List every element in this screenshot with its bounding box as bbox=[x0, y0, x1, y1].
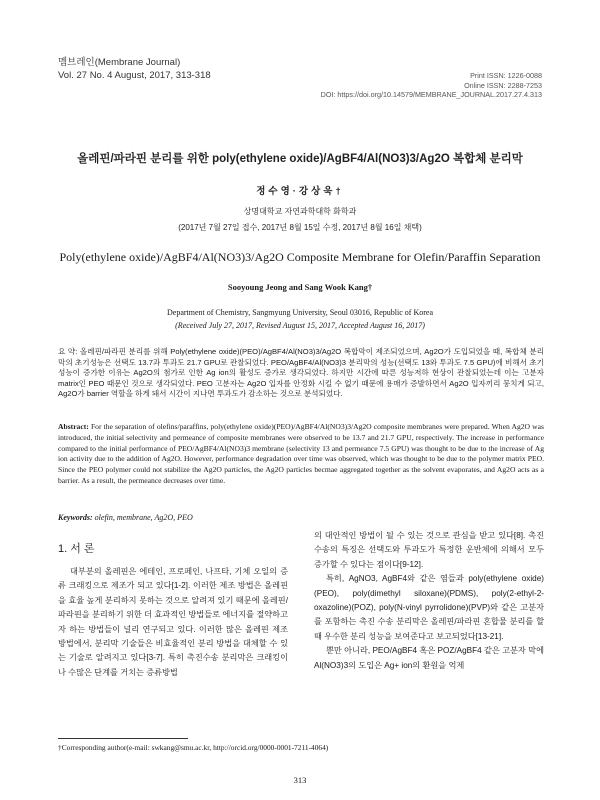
online-issn: Online ISSN: 2288-7253 bbox=[464, 80, 542, 90]
journal-issue: Vol. 27 No. 4 August, 2017, 313-318 bbox=[58, 70, 211, 81]
keywords-value: olefin, membrane, Ag2O, PEO bbox=[94, 513, 193, 522]
paragraph: 뿐만 아니라, PEO/AgBF4 혹은 POZ/AgBF4 같은 고분자 막에 Al(NO3)3의 도입은 Ag+ ion의 환원을 억제 bbox=[314, 646, 544, 670]
body-left-column bbox=[58, 565, 288, 680]
doi-link[interactable]: DOI: https://doi.org/10.14579/MEMBRANE_JOURNAL.2017.27.4.313 bbox=[320, 90, 542, 99]
body-right-column bbox=[314, 529, 544, 673]
abstract-text: For the separation of olefins/paraffins, poly(ethylene oxide)(PEO)/AgBF4/Al(NO3)3/Ag2O composite membranes were prepared. When Ag2O was introduced, the initial selectivity and permeance of composite membranes were observed to be 13.7 and 21.7 GPU, respectively. The increase in performance compared to the initial performance of PEO/AgBF4/Al(NO3)3 membrane (selectivity 13 and permeance 7.5 GPU) was thought to be due to the increase of Ag ion activity due to the addition of Ag2O. However, performance degradation over time was observed, which was thought to be due to the polymer matrix PEO. Since the PEO polymer could not stabilize the Ag2O particles, the Ag2O particles becmae aggregated together as the solvent evaporates, and Ag2O acts as a barrier. As a result, the permeance decreases over time. bbox=[58, 422, 544, 485]
english-title: Poly(ethylene oxide)/AgBF4/Al(NO3)3/Ag2O Composite Membrane for Olefin/Paraffin Separation bbox=[59, 250, 541, 264]
english-dates: (Received July 27, 2017, Revised August 15, 2017, Accepted August 16, 2017) bbox=[175, 321, 425, 330]
paragraph: 특히, AgNO3, AgBF4와 같은 염들과 poly(ethylene oxide)(PEO), poly(dimethyl siloxane)(PDMS), poly(2-ethyl-2-oxazoline)(POZ), poly(N-vinyl pyrrolidone)(PVP)와 같은 고분자를 포함하는 촉진 수송 분리막은 올레핀/파라핀 혼합물 분리를 할 때 우수한 분리 성능을 보여준다고 보고되었다[13-21]. bbox=[314, 574, 544, 641]
korean-title: 올레핀/파라핀 분리를 위한 poly(ethylene oxide)/AgBF4/Al(NO3)3/Ag2O 복합체 분리막 bbox=[77, 153, 523, 165]
english-affiliation: Department of Chemistry, Sangmyung University, Seoul 03016, Republic of Korea bbox=[166, 308, 434, 317]
abstract-label: Abstract: bbox=[58, 422, 89, 431]
section-title: 1. 서 론 bbox=[58, 543, 95, 555]
korean-abstract: 요 약: 올레핀/파라핀 분리를 위해 Poly(ethylene oxide)(PEO)/AgBF4/Al(NO3)3/Ag2O 복합막이 제조되었으며, Ag2O가 도입되었을 때, 복합체 분리막의 초기성능은 선택도 13.7과 투과도 21.7 GPU로 관찰되었다. PEO/AgBF4/Al(NO3)3 분리막의 성능(선택도 13와 투과도 7.5 GPU)에 비해서 초기성능이 증가한 이유는 Ag2O의 첨가로 인한 Ag ion의 활성도 증가로 생각되었다. 하지만 시간에 따른 성능저하 현상이 관찰되었는데 이는 고분자 matrix인 PEO 때문인 것으로 생각되었다. PEO 고분자는 Ag2O 입자를 안정화 시킬 수 없기 때문에 용매가 증발하면서 Ag2O 입자끼리 뭉치게 되고, Ag2O가 barrier 역할을 하게 돼서 시간이 지나면 투과도가 감소하는 것으로 분석되었다. bbox=[58, 347, 544, 399]
korean-affiliation: 상명대학교 자연과학대학 화학과 bbox=[243, 207, 357, 216]
journal-name: 멤브레인(Membrane Journal) bbox=[58, 57, 181, 68]
journal-header bbox=[58, 56, 211, 82]
footnote-divider bbox=[58, 738, 188, 739]
english-authors: Sooyoung Jeong and Sang Wook Kang† bbox=[227, 282, 373, 292]
footnote: †Corresponding author(e-mail: swkang@smu.ac.kr, http://orcid.org/0000-0001-7211-4064) bbox=[58, 743, 329, 752]
english-abstract bbox=[58, 422, 544, 487]
korean-dates: (2017년 7월 27일 접수, 2017년 8월 15일 수정, 2017년 8월 16일 채택) bbox=[178, 223, 422, 232]
keywords bbox=[58, 513, 193, 522]
keywords-label: Keywords: bbox=[58, 513, 93, 522]
korean-authors: 정수영·강상욱† bbox=[256, 186, 344, 197]
page-number: 313 bbox=[293, 775, 307, 785]
issn-block bbox=[321, 71, 542, 100]
paragraph: 의 대안적인 방법이 될 수 있는 것으로 관심을 받고 있다[8]. 촉진수송의 특징은 선택도와 투과도가 특정한 운반체에 의해서 모두 증가할 수 있다는 점이다[9-12]. bbox=[314, 531, 544, 569]
print-issn: Print ISSN: 1226-0088 bbox=[470, 71, 542, 80]
paragraph: 대부분의 올레핀은 에테인, 프로페인, 나프타, 기체 오일의 증류 크래킹으로 제조가 되고 있다[1-2]. 이러한 제조 방법은 올레핀을 효율 높게 분리하지 못하는 것으로 알려져 있기 때문에 올레핀/파라핀을 분리하기 위한 더 효과적인 방법들로 에너지를 절약하고자 하는 방법들이 널리 연구되고 있다. 이러한 많은 올레핀 제조 방법에서, 분리막 기술들은 비효율적인 분리 방법을 대체할 수 있는 기술로 알려지고 있다[3-7]. 특히 촉진수송 분리막은 크래킹이나 수많은 단계를 거치는 증류방법 bbox=[58, 567, 288, 677]
